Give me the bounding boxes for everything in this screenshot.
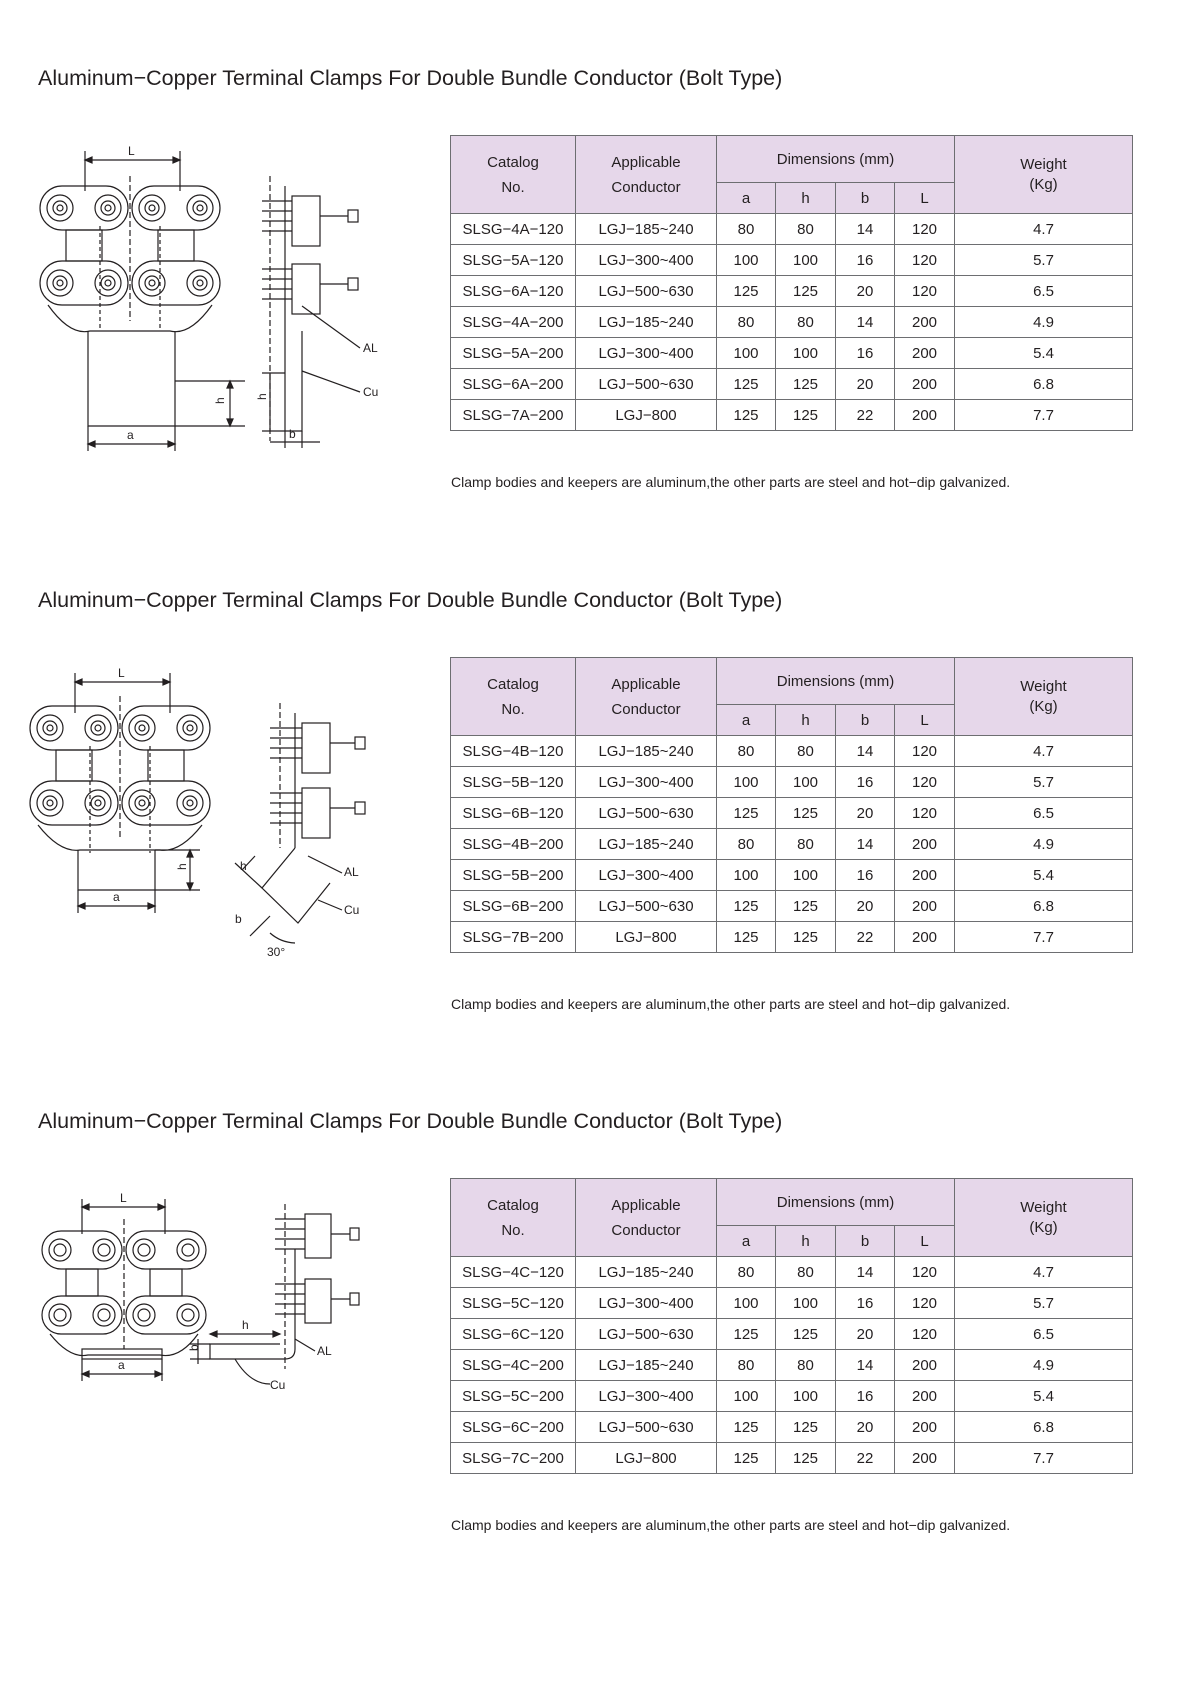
spec-table bbox=[450, 657, 1133, 953]
header-text: Weight bbox=[1020, 677, 1067, 695]
table-cell: 14 bbox=[836, 1257, 895, 1288]
dim-a-header: a bbox=[717, 183, 776, 214]
table-cell: 22 bbox=[836, 1443, 895, 1474]
dimensions-header: Dimensions (mm) bbox=[717, 136, 955, 183]
table-cell: LGJ−185~240 bbox=[576, 1350, 717, 1381]
section-b bbox=[0, 588, 1189, 1098]
table-cell: 16 bbox=[836, 245, 895, 276]
side-h-label: h bbox=[242, 1318, 249, 1332]
table-row bbox=[451, 338, 1133, 369]
table-cell: 5.7 bbox=[955, 245, 1133, 276]
table-row bbox=[451, 1412, 1133, 1443]
table-row bbox=[451, 1350, 1133, 1381]
table-cell: SLSG−6B−120 bbox=[451, 798, 576, 829]
table-cell: LGJ−500~630 bbox=[576, 1412, 717, 1443]
table-cell: 80 bbox=[776, 307, 836, 338]
table-cell: LGJ−500~630 bbox=[576, 276, 717, 307]
weight-header bbox=[955, 658, 1133, 736]
table-cell: 14 bbox=[836, 736, 895, 767]
catalog-header bbox=[451, 1179, 576, 1257]
table-cell: 80 bbox=[717, 1257, 776, 1288]
table-cell: 100 bbox=[776, 767, 836, 798]
table-cell: 22 bbox=[836, 922, 895, 953]
table-cell: 125 bbox=[776, 1443, 836, 1474]
dim-b-label: b bbox=[187, 1344, 201, 1351]
catalog-header bbox=[451, 658, 576, 736]
table-cell: 125 bbox=[776, 369, 836, 400]
table-cell: 5.4 bbox=[955, 860, 1133, 891]
table-cell: LGJ−500~630 bbox=[576, 369, 717, 400]
header-text: Conductor bbox=[611, 700, 681, 718]
table-cell: 125 bbox=[717, 1443, 776, 1474]
weight-header bbox=[955, 136, 1133, 214]
side-h-label: h bbox=[255, 393, 269, 400]
table-cell: 80 bbox=[776, 829, 836, 860]
table-cell: 200 bbox=[895, 307, 955, 338]
dim-h-header: h bbox=[776, 705, 836, 736]
table-cell: LGJ−500~630 bbox=[576, 1319, 717, 1350]
table-cell: 100 bbox=[776, 1381, 836, 1412]
table-row bbox=[451, 400, 1133, 431]
table-cell: 20 bbox=[836, 1412, 895, 1443]
table-cell: 80 bbox=[776, 736, 836, 767]
table-row bbox=[451, 1257, 1133, 1288]
table-cell: SLSG−4C−120 bbox=[451, 1257, 576, 1288]
dim-L-label: L bbox=[128, 144, 135, 158]
section-a bbox=[0, 66, 1189, 576]
table-cell: 200 bbox=[895, 891, 955, 922]
table-cell: 100 bbox=[717, 767, 776, 798]
table-cell: 100 bbox=[717, 245, 776, 276]
clamp-drawing-c bbox=[30, 1159, 430, 1489]
header-text: Weight bbox=[1020, 155, 1067, 173]
table-cell: 100 bbox=[776, 338, 836, 369]
table-cell: 100 bbox=[717, 860, 776, 891]
table-cell: SLSG−6C−200 bbox=[451, 1412, 576, 1443]
table-cell: 120 bbox=[895, 245, 955, 276]
dim-L-header: L bbox=[895, 183, 955, 214]
table-cell: 100 bbox=[717, 1381, 776, 1412]
table-cell: 16 bbox=[836, 767, 895, 798]
table-cell: 6.8 bbox=[955, 1412, 1133, 1443]
conductor-header bbox=[576, 658, 717, 736]
table-cell: SLSG−7A−200 bbox=[451, 400, 576, 431]
clamp-drawing-svg bbox=[30, 116, 430, 446]
header-text: Applicable bbox=[611, 153, 681, 171]
table-cell: 4.7 bbox=[955, 1257, 1133, 1288]
table-cell: 100 bbox=[776, 245, 836, 276]
table-cell: 7.7 bbox=[955, 922, 1133, 953]
table-row bbox=[451, 798, 1133, 829]
table-cell: SLSG−6C−120 bbox=[451, 1319, 576, 1350]
table-cell: 200 bbox=[895, 922, 955, 953]
spec-table bbox=[450, 135, 1133, 431]
table-cell: 4.9 bbox=[955, 829, 1133, 860]
al-label: AL bbox=[344, 865, 359, 879]
conductor-header bbox=[576, 1179, 717, 1257]
header-text: Catalog bbox=[487, 1196, 539, 1214]
table-cell: SLSG−5C−120 bbox=[451, 1288, 576, 1319]
table-cell: LGJ−300~400 bbox=[576, 767, 717, 798]
header-text: Applicable bbox=[611, 1196, 681, 1214]
cu-label: Cu bbox=[270, 1378, 286, 1392]
table-cell: 100 bbox=[776, 1288, 836, 1319]
table-cell: LGJ−185~240 bbox=[576, 214, 717, 245]
table-cell: 120 bbox=[895, 276, 955, 307]
table-cell: LGJ−185~240 bbox=[576, 736, 717, 767]
table-cell: 125 bbox=[717, 798, 776, 829]
table-cell: 20 bbox=[836, 798, 895, 829]
table-cell: 80 bbox=[776, 1350, 836, 1381]
table-cell: 5.4 bbox=[955, 338, 1133, 369]
table-cell: 125 bbox=[717, 922, 776, 953]
table-cell: SLSG−4C−200 bbox=[451, 1350, 576, 1381]
table-cell: 7.7 bbox=[955, 400, 1133, 431]
table-cell: 16 bbox=[836, 860, 895, 891]
table-row bbox=[451, 829, 1133, 860]
table-cell: 14 bbox=[836, 307, 895, 338]
table-row bbox=[451, 1381, 1133, 1412]
table-row bbox=[451, 214, 1133, 245]
table-cell: 125 bbox=[776, 1412, 836, 1443]
table-row bbox=[451, 276, 1133, 307]
table-cell: 125 bbox=[776, 1319, 836, 1350]
table-cell: LGJ−800 bbox=[576, 1443, 717, 1474]
table-cell: 200 bbox=[895, 1381, 955, 1412]
table-cell: SLSG−5B−120 bbox=[451, 767, 576, 798]
dim-b-label: b bbox=[235, 912, 242, 926]
table-cell: 6.5 bbox=[955, 1319, 1133, 1350]
material-note: Clamp bodies and keepers are aluminum,the other parts are steel and hot−dip galvanized. bbox=[451, 474, 1011, 490]
table-cell: 4.7 bbox=[955, 214, 1133, 245]
clamp-drawing-b bbox=[30, 638, 430, 968]
table-cell: LGJ−300~400 bbox=[576, 245, 717, 276]
table-cell: 16 bbox=[836, 338, 895, 369]
weight-header bbox=[955, 1179, 1133, 1257]
table-cell: 4.9 bbox=[955, 1350, 1133, 1381]
table-cell: 5.7 bbox=[955, 767, 1133, 798]
dim-b-label: b bbox=[289, 427, 296, 441]
table-cell: 120 bbox=[895, 736, 955, 767]
table-cell: 200 bbox=[895, 1350, 955, 1381]
table-cell: 125 bbox=[717, 1412, 776, 1443]
table-row bbox=[451, 1443, 1133, 1474]
header-text: Catalog bbox=[487, 675, 539, 693]
dim-h-label: h bbox=[175, 863, 189, 870]
table-cell: 6.5 bbox=[955, 276, 1133, 307]
table-cell: 20 bbox=[836, 276, 895, 307]
table-cell: SLSG−6B−200 bbox=[451, 891, 576, 922]
table-row bbox=[451, 1319, 1133, 1350]
table-cell: SLSG−4A−120 bbox=[451, 214, 576, 245]
dim-b-header: b bbox=[836, 705, 895, 736]
table-cell: 22 bbox=[836, 400, 895, 431]
table-cell: LGJ−800 bbox=[576, 922, 717, 953]
table-cell: 200 bbox=[895, 369, 955, 400]
table-cell: 5.7 bbox=[955, 1288, 1133, 1319]
dim-b-header: b bbox=[836, 1226, 895, 1257]
table-cell: SLSG−5A−120 bbox=[451, 245, 576, 276]
table-cell: 125 bbox=[776, 400, 836, 431]
table-cell: 200 bbox=[895, 860, 955, 891]
header-text: Catalog bbox=[487, 153, 539, 171]
table-cell: 80 bbox=[776, 1257, 836, 1288]
dim-a-header: a bbox=[717, 1226, 776, 1257]
table-cell: 125 bbox=[776, 891, 836, 922]
spec-table bbox=[450, 1178, 1133, 1474]
table-cell: 14 bbox=[836, 829, 895, 860]
table-cell: 125 bbox=[717, 891, 776, 922]
header-text: Applicable bbox=[611, 675, 681, 693]
section-c bbox=[0, 1109, 1189, 1619]
table-cell: 6.5 bbox=[955, 798, 1133, 829]
al-label: AL bbox=[317, 1344, 332, 1358]
dimensions-header: Dimensions (mm) bbox=[717, 1179, 955, 1226]
header-text: (Kg) bbox=[1029, 175, 1058, 193]
table-row bbox=[451, 922, 1133, 953]
table-cell: 125 bbox=[776, 276, 836, 307]
dim-L-label: L bbox=[118, 666, 125, 680]
table-row bbox=[451, 245, 1133, 276]
table-cell: 125 bbox=[717, 369, 776, 400]
table-cell: 100 bbox=[717, 1288, 776, 1319]
header-text: No. bbox=[501, 700, 525, 718]
dim-L-label: L bbox=[120, 1191, 127, 1205]
table-cell: 4.9 bbox=[955, 307, 1133, 338]
table-row bbox=[451, 891, 1133, 922]
table-cell: 14 bbox=[836, 214, 895, 245]
angle-label: 30° bbox=[267, 945, 286, 959]
table-cell: 80 bbox=[717, 829, 776, 860]
header-text: Conductor bbox=[611, 1221, 681, 1239]
table-cell: 125 bbox=[717, 400, 776, 431]
table-cell: 120 bbox=[895, 1319, 955, 1350]
table-cell: 200 bbox=[895, 400, 955, 431]
clamp-drawing-svg bbox=[30, 638, 430, 968]
table-cell: SLSG−5B−200 bbox=[451, 860, 576, 891]
table-cell: LGJ−300~400 bbox=[576, 338, 717, 369]
table-cell: 20 bbox=[836, 1319, 895, 1350]
header-text: (Kg) bbox=[1029, 1218, 1058, 1236]
table-cell: LGJ−300~400 bbox=[576, 1381, 717, 1412]
table-cell: 200 bbox=[895, 1412, 955, 1443]
table-cell: 100 bbox=[776, 860, 836, 891]
table-cell: 20 bbox=[836, 891, 895, 922]
material-note: Clamp bodies and keepers are aluminum,the other parts are steel and hot−dip galvanized. bbox=[451, 1517, 1011, 1533]
table-cell: LGJ−500~630 bbox=[576, 891, 717, 922]
table-cell: SLSG−4B−200 bbox=[451, 829, 576, 860]
table-row bbox=[451, 307, 1133, 338]
dim-h-label: h bbox=[213, 397, 227, 404]
table-cell: 200 bbox=[895, 1443, 955, 1474]
table-cell: 16 bbox=[836, 1381, 895, 1412]
table-cell: SLSG−6A−120 bbox=[451, 276, 576, 307]
table-cell: SLSG−7B−200 bbox=[451, 922, 576, 953]
dim-L-header: L bbox=[895, 1226, 955, 1257]
table-cell: SLSG−4B−120 bbox=[451, 736, 576, 767]
table-row bbox=[451, 369, 1133, 400]
table-cell: 200 bbox=[895, 829, 955, 860]
table-cell: 5.4 bbox=[955, 1381, 1133, 1412]
side-h-label: h bbox=[240, 859, 247, 873]
material-note: Clamp bodies and keepers are aluminum,the other parts are steel and hot−dip galvanized. bbox=[451, 996, 1011, 1012]
table-cell: 120 bbox=[895, 1257, 955, 1288]
table-cell: LGJ−185~240 bbox=[576, 1257, 717, 1288]
table-cell: LGJ−500~630 bbox=[576, 798, 717, 829]
table-cell: 6.8 bbox=[955, 369, 1133, 400]
table-cell: 120 bbox=[895, 798, 955, 829]
dim-a-header: a bbox=[717, 705, 776, 736]
catalog-header bbox=[451, 136, 576, 214]
table-cell: 6.8 bbox=[955, 891, 1133, 922]
table-cell: LGJ−185~240 bbox=[576, 307, 717, 338]
cu-label: Cu bbox=[363, 385, 379, 399]
table-cell: 200 bbox=[895, 338, 955, 369]
header-text: No. bbox=[501, 178, 525, 196]
cu-label: Cu bbox=[344, 903, 360, 917]
table-cell: 20 bbox=[836, 369, 895, 400]
table-row bbox=[451, 767, 1133, 798]
table-cell: 120 bbox=[895, 767, 955, 798]
section-title: Aluminum−Copper Terminal Clamps For Double Bundle Conductor (Bolt Type) bbox=[38, 66, 783, 90]
table-row bbox=[451, 736, 1133, 767]
table-cell: 7.7 bbox=[955, 1443, 1133, 1474]
dim-b-header: b bbox=[836, 183, 895, 214]
table-cell: 16 bbox=[836, 1288, 895, 1319]
table-cell: LGJ−300~400 bbox=[576, 1288, 717, 1319]
table-cell: SLSG−4A−200 bbox=[451, 307, 576, 338]
table-cell: 120 bbox=[895, 214, 955, 245]
dim-a-label: a bbox=[127, 428, 134, 442]
table-cell: 100 bbox=[717, 338, 776, 369]
table-cell: 80 bbox=[717, 307, 776, 338]
table-cell: SLSG−6A−200 bbox=[451, 369, 576, 400]
dim-a-label: a bbox=[118, 1358, 125, 1372]
table-cell: 80 bbox=[717, 736, 776, 767]
table-cell: 125 bbox=[717, 1319, 776, 1350]
table-cell: 125 bbox=[717, 276, 776, 307]
conductor-header bbox=[576, 136, 717, 214]
header-text: Weight bbox=[1020, 1198, 1067, 1216]
table-cell: 14 bbox=[836, 1350, 895, 1381]
clamp-drawing-svg bbox=[30, 1159, 430, 1489]
table-cell: LGJ−800 bbox=[576, 400, 717, 431]
section-title: Aluminum−Copper Terminal Clamps For Double Bundle Conductor (Bolt Type) bbox=[38, 1109, 783, 1133]
dim-a-label: a bbox=[113, 890, 120, 904]
dim-L-header: L bbox=[895, 705, 955, 736]
al-label: AL bbox=[363, 341, 378, 355]
table-cell: 80 bbox=[717, 1350, 776, 1381]
table-cell: 80 bbox=[717, 214, 776, 245]
table-cell: 125 bbox=[776, 922, 836, 953]
table-cell: SLSG−5A−200 bbox=[451, 338, 576, 369]
header-text: (Kg) bbox=[1029, 697, 1058, 715]
clamp-drawing-a bbox=[30, 116, 430, 446]
table-row bbox=[451, 860, 1133, 891]
section-title: Aluminum−Copper Terminal Clamps For Double Bundle Conductor (Bolt Type) bbox=[38, 588, 783, 612]
table-cell: LGJ−300~400 bbox=[576, 860, 717, 891]
table-cell: SLSG−7C−200 bbox=[451, 1443, 576, 1474]
table-cell: 125 bbox=[776, 798, 836, 829]
table-cell: LGJ−185~240 bbox=[576, 829, 717, 860]
table-cell: 120 bbox=[895, 1288, 955, 1319]
table-row bbox=[451, 1288, 1133, 1319]
table-cell: 80 bbox=[776, 214, 836, 245]
table-cell: 4.7 bbox=[955, 736, 1133, 767]
dimensions-header: Dimensions (mm) bbox=[717, 658, 955, 705]
dim-h-header: h bbox=[776, 183, 836, 214]
header-text: No. bbox=[501, 1221, 525, 1239]
dim-h-header: h bbox=[776, 1226, 836, 1257]
table-cell: SLSG−5C−200 bbox=[451, 1381, 576, 1412]
header-text: Conductor bbox=[611, 178, 681, 196]
